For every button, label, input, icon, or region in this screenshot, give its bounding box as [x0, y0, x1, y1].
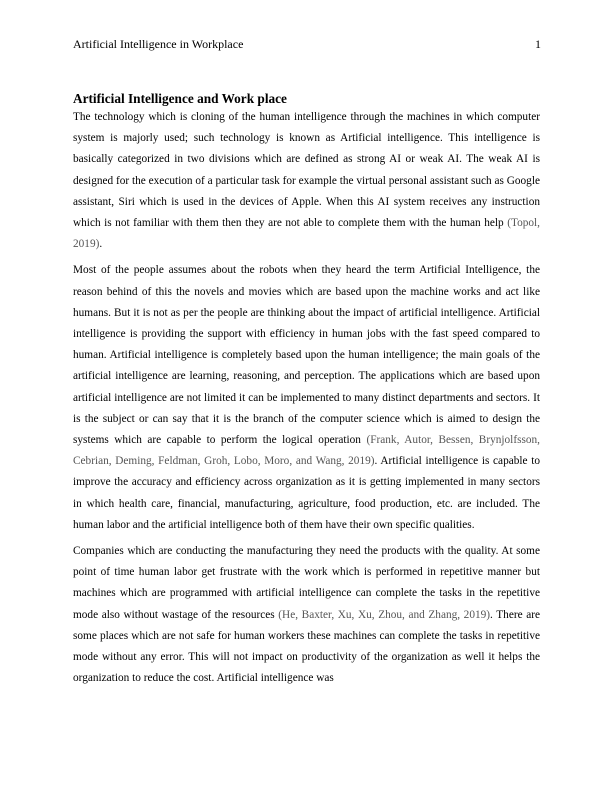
- section-heading: Artificial Intelligence and Work place: [73, 91, 287, 106]
- running-head: Artificial Intelligence in Workplace: [73, 37, 244, 51]
- page-header: [73, 36, 541, 52]
- document-body: [73, 90, 540, 689]
- paragraph-text: The technology which is cloning of the human intelligence through the machines in which computer system is majorly used; such technology is known as Artificial intelligence. This intelligence is basically categorized in two divisions which are defined as strong AI or weak AI. The weak AI is designed for the execution of a particular task for example the virtual personal assistant such as Google assistant, Siri which is used in the devices of Apple. When this AI system receives any instruction which is not familiar with them then they are not able to complete them with the human help: [73, 111, 540, 230]
- paragraph-text: Most of the people assumes about the robots when they heard the term Artificial Intelligence, the reason behind of this the novels and movies which are based upon the machine works and act like humans. But it is not as per the people are thinking about the impact of artificial intelligence. Artificial intelligence is providing the support with efficiency in human jobs with the fast speed compared to human. Artificial intelligence is completely based upon the human intelligence; the main goals of the artificial intelligence are learning, reasoning, and perception. The applications which are based upon artificial intelligence are not limited it can be implemented to many distinct departments and sectors. It is the subject or can say that it is the branch of the computer science which is aimed to design the systems which are capable to perform the logical operation: [73, 264, 540, 447]
- paragraph: [73, 107, 540, 255]
- paragraph-text: . Artificial intelligence is capable to improve the accuracy and efficiency across organization as it is getting implemented in many sectors in which health care, financial, manufacturing, agriculture, food production, etc. are included. The human labor and the artificial intelligence both of them have their own specific qualities.: [73, 455, 540, 531]
- citation: (Frank, Autor, Bessen, Brynjolfsson, Cebrian, Deming, Feldman, Groh, Lobo, Moro, and Wang, 2019): [73, 434, 540, 468]
- paragraph: [73, 541, 540, 689]
- paragraph-text: Companies which are conducting the manufacturing they need the products with the quality. At some point of time human labor get frustrate with the work which is performed in repetitive manner but machines which are programmed with artificial intelligence can complete the tasks in the repetitive mode also without wastage of the resources: [73, 545, 540, 621]
- paragraph-text: . There are some places which are not safe for human workers these machines can complete the tasks in repetitive mode without any error. This will not impact on productivity of the organization as well it helps the organization to reduce the cost. Artificial intelligence was: [73, 608, 541, 685]
- paragraph-text: .: [99, 238, 103, 251]
- citation: (He, Baxter, Xu, Xu, Zhou, and Zhang, 2019): [278, 608, 491, 621]
- paragraph: [73, 260, 540, 536]
- page-number: 1: [535, 37, 541, 51]
- citation: (Topol, 2019): [73, 217, 540, 251]
